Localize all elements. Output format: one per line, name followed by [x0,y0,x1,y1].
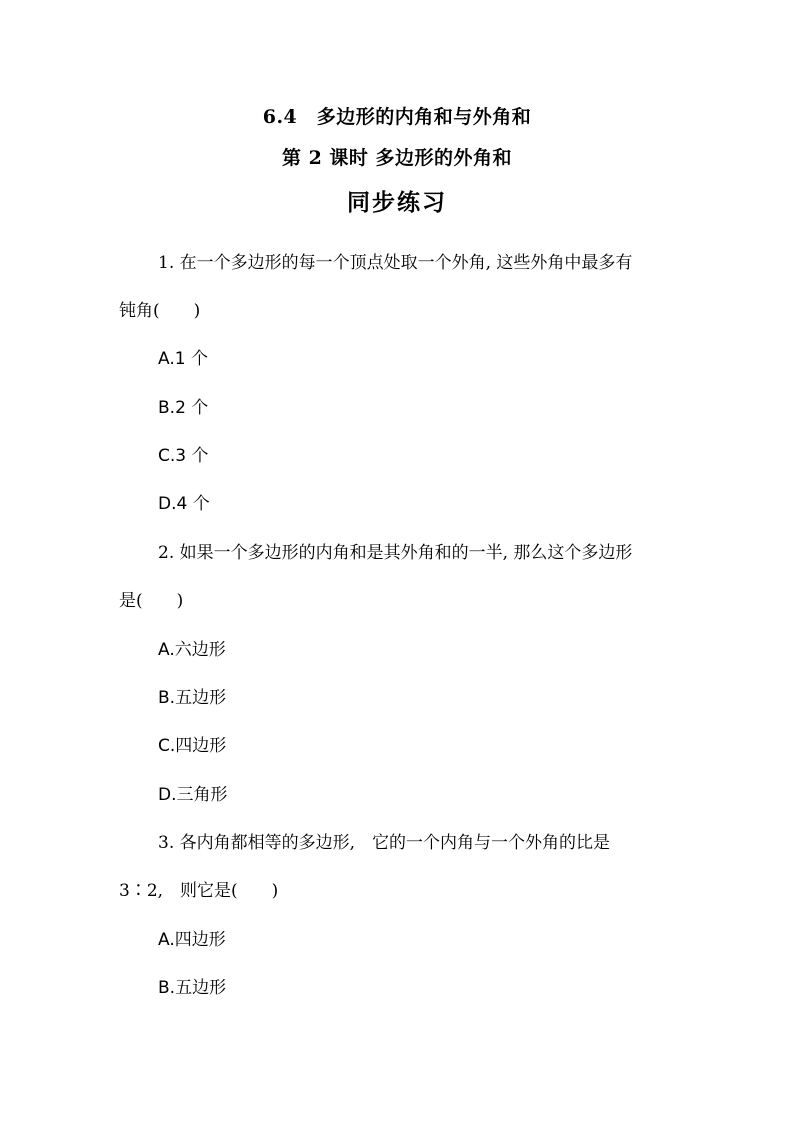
question-1-option-c: C.3 个 [158,446,209,466]
question-1-stem-line2: 钝角( ) [119,301,201,321]
question-1-option-a: A.1 个 [158,349,208,369]
question-1-option-b: B.2 个 [158,398,209,418]
question-2-option-d: D.三角形 [158,785,228,805]
question-3-option-b: B.五边形 [158,978,227,998]
question-3-stem-line1: 3. 各内角都相等的多边形, 它的一个内角与一个外角的比是 [158,833,611,853]
question-1-stem-line1: 1. 在一个多边形的每一个顶点处取一个外角, 这些外角中最多有 [158,253,633,273]
question-2-option-a: A.六边形 [158,640,226,660]
exercise-title: 同步练习 [347,189,447,216]
question-3-option-a: A.四边形 [158,930,226,950]
section-title: 6.4 多边形的内角和与外角和 [262,106,532,128]
question-3-stem-line2: 3∶2, 则它是( ) [119,881,279,901]
question-1-option-d: D.4 个 [158,494,210,514]
lesson-title: 第 2 课时 多边形的外角和 [281,147,513,169]
question-2-option-c: C.四边形 [158,736,227,756]
question-2-option-b: B.五边形 [158,688,227,708]
question-2-stem-line2: 是( ) [119,591,184,611]
question-2-stem-line1: 2. 如果一个多边形的内角和是其外角和的一半, 那么这个多边形 [158,543,633,563]
